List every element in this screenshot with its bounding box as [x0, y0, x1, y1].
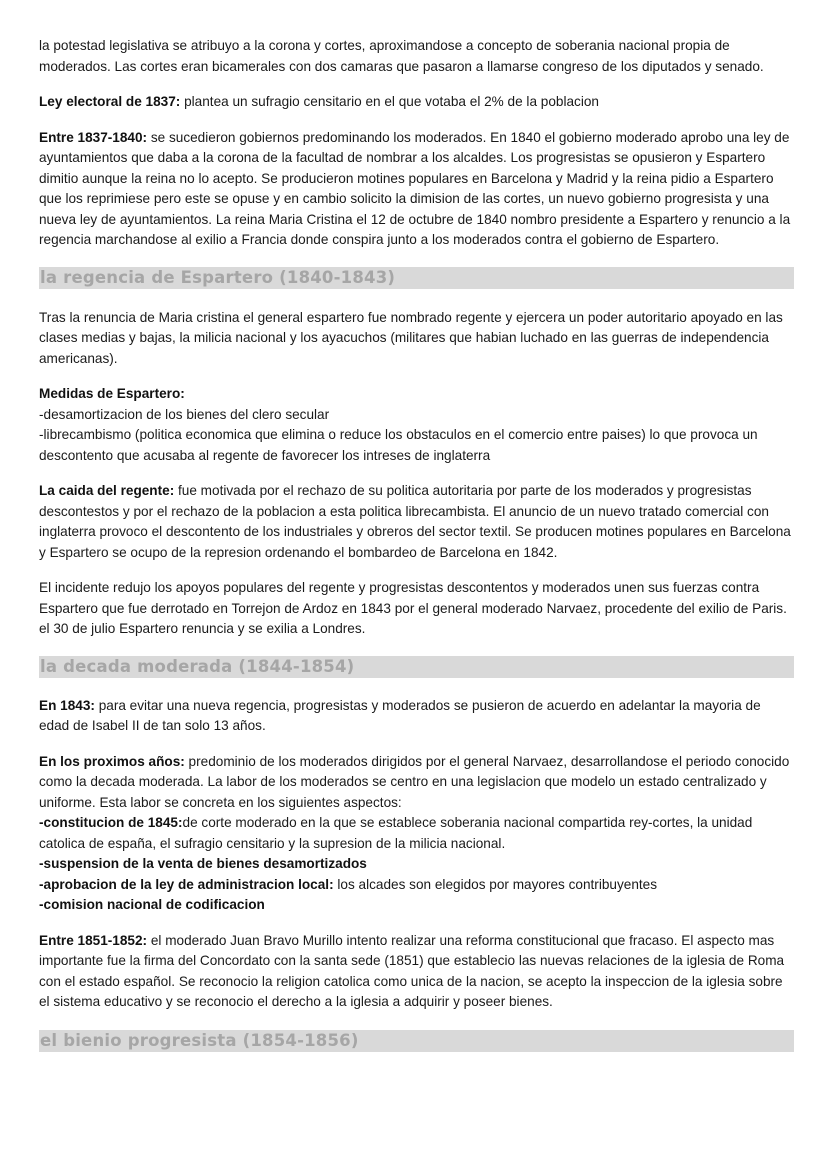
aspecto-suspension-venta: -suspension de la venta de bienes desamortizados	[39, 856, 367, 871]
aspecto-ley-administracion-label: -aprobacion de la ley de administracion local:	[39, 876, 334, 892]
en-1843-text: para evitar una nueva regencia, progresistas y moderados se pusieron de acuerdo en adelantar la mayoria de edad de Isabel II de tan solo 13 años.	[39, 697, 761, 733]
aspecto-comision-codificacion: -comision nacional de codificacion	[39, 897, 265, 912]
aspecto-ley-administracion-local	[39, 875, 791, 896]
ley-electoral-label: Ley electoral de 1837:	[39, 94, 181, 109]
paragraph-ley-electoral	[39, 92, 791, 113]
medidas-item-librecambismo: -librecambismo (politica economica que elimina o reduce los obstaculos en el comercio entre paises) lo que provoca un descontento que acusaba al regente de favorecer los intreses de inglaterra	[39, 427, 758, 463]
paragraph-caida-regente	[39, 481, 791, 563]
paragraph-entre-1851	[39, 931, 791, 1013]
caida-regente-label: La caida del regente:	[39, 483, 175, 498]
proximos-anos-text: predominio de los moderados dirigidos por el general Narvaez, desarrollandose el periodo conocido como la decada moderada. La labor de los moderados se centro en una legislacion que modelo un estado centralizado y uniforme. Esta labor se concreta en los siguientes aspectos:	[39, 753, 790, 810]
document-page	[39, 36, 791, 1052]
section-heading-decada-moderada: la decada moderada (1844-1854)	[39, 656, 794, 678]
entre-1837-text: se sucedieron gobiernos predominando los moderados. En 1840 el gobierno moderado aprobo una ley de ayuntamientos que daba a la corona de la facultad de nombrar a los alcaldes. Los progresistas se opusieron y Espartero dimitio aunque la reina no lo acepto. Se producieron motines populares en Barcelona y Madrid y la reina pidio a Espartero que los reprimiese pero este se opuse y en cambio solicito la dimision de las cortes, un nuevo gobierno progresista y una nueva ley de ayuntamientos. La reina Maria Cristina el 12 de octubre de 1840 nombro presidente a Espartero y renuncio a la regencia marchandose al exilio a Francia donde conspira junto a los moderados contra el gobierno de Espartero.	[39, 129, 791, 247]
paragraph-intro: la potestad legislativa se atribuyo a la corona y cortes, aproximandose a concepto de soberania nacional propia de moderados. Las cortes eran bicamerales con dos camaras que pasaron a llamarse congreso de los diputados y senado.	[39, 38, 764, 74]
caida-regente-text: fue motivada por el rechazo de su politica autoritaria por parte de los moderados y progresistas descontestos y por el rechazo de la poblacion a esta politica librecambista. El anuncio de un nuevo tratado comercial con inglaterra provoco el descontento de los industriales y obreros del sector textil. Se producen motines populares en Barcelona y Espartero se ocupo de la represion ordenando el bombardeo de Barcelona en 1842.	[39, 483, 791, 560]
paragraph-en-1843	[39, 696, 791, 737]
section-heading-regencia-espartero: la regencia de Espartero (1840-1843)	[39, 267, 794, 289]
aspecto-constitucion-1845	[39, 813, 791, 854]
paragraph-proximos-anos	[39, 752, 791, 916]
entre-1851-text: el moderado Juan Bravo Murillo intento realizar una reforma constitucional que fracaso. El aspecto mas importante fue la firma del Concordato con la santa sede (1851) que establecio las nuevas relaciones de la iglesia de Roma con el estado español. Se reconocio la religion catolica como unica de la nacion, se acepto la inspeccion de la iglesia sobre el sistema educativo y se reconocio el derecho a la iglesia a adquirir y poseer bienes.	[39, 932, 785, 1009]
aspecto-constitucion-label: -constitucion de 1845:	[39, 815, 183, 830]
entre-1851-label: Entre 1851-1852:	[39, 932, 148, 948]
paragraph-medidas	[39, 384, 791, 466]
entre-1837-label: Entre 1837-1840:	[39, 129, 148, 145]
ley-electoral-text: plantea un sufragio censitario en el que votaba el 2% de la poblacion	[180, 94, 599, 109]
paragraph-tras-renuncia: Tras la renuncia de Maria cristina el general espartero fue nombrado regente y ejercera un poder autoritario apoyado en las clases medias y bajas, la milicia nacional y los ayacuchos (militares que habian luchado en las guerras de independencia americanas).	[39, 309, 783, 366]
medidas-item-desamortizacion: -desamortizacion de los bienes del clero secular	[39, 406, 330, 422]
aspecto-constitucion-text: de corte moderado en la que se establece soberania nacional compartida rey-cortes, la unidad catolica de españa, el sufragio censitario y la supresion de la milicia nacional.	[39, 815, 753, 851]
section-heading-bienio-progresista: el bienio progresista (1854-1856)	[39, 1030, 794, 1052]
proximos-anos-label: En los proximos años:	[39, 753, 185, 769]
medidas-label: Medidas de Espartero:	[39, 386, 185, 401]
en-1843-label: En 1843:	[39, 697, 95, 713]
paragraph-incidente: El incidente redujo los apoyos populares del regente y progresistas descontentos y moderados unen sus fuerzas contra Espartero que fue derrotado en Torrejon de Ardoz en 1843 por el general moderado Narvaez, procedente del exilio de Paris. el 30 de julio Espartero renuncia y se exilia a Londres.	[39, 580, 787, 636]
paragraph-entre-1837	[39, 128, 791, 251]
aspecto-ley-administracion-text: los alcades son elegidos por mayores contribuyentes	[333, 876, 658, 892]
